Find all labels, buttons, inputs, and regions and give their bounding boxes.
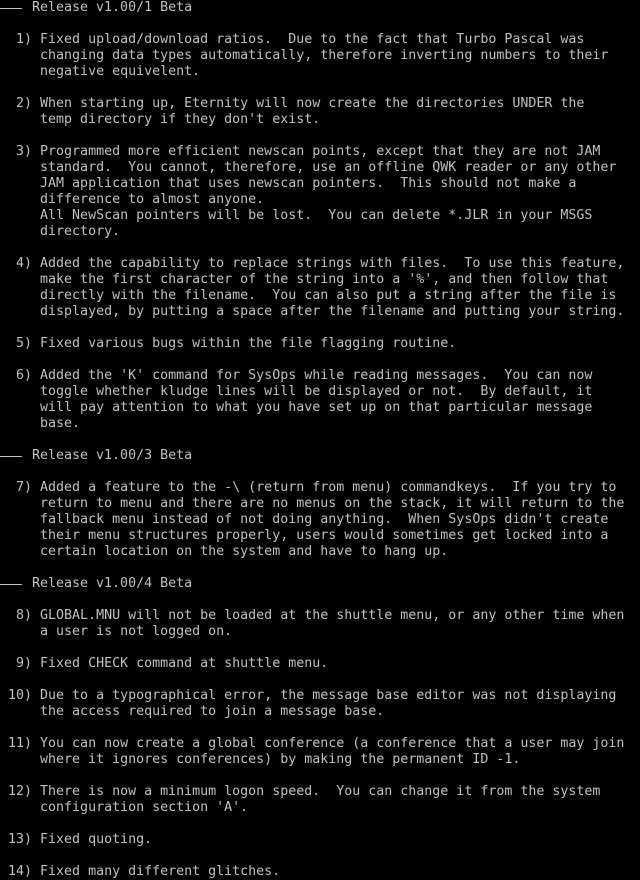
item-indent <box>0 528 40 543</box>
item-text: You can now create a global conference (a conference that a user may join <box>40 736 625 751</box>
item-text: toggle whether kludge lines will be displayed or not. By default, it <box>40 384 593 399</box>
item-indent <box>0 64 40 79</box>
changelog-item-continuation <box>0 176 576 192</box>
item-number: 12) <box>0 784 41 799</box>
changelog-item <box>0 144 600 160</box>
item-number: 13) <box>0 832 41 847</box>
item-indent <box>0 800 40 815</box>
release-header <box>0 448 640 464</box>
changelog-item-continuation <box>0 624 232 640</box>
item-text: a user is not logged on. <box>40 624 233 639</box>
changelog-item-continuation <box>0 800 248 816</box>
item-text: Programmed more efficient newscan points, except that they are not JAM <box>40 144 601 159</box>
item-indent <box>0 208 40 223</box>
item-number: 1) <box>0 32 41 47</box>
item-number: 8) <box>0 608 41 623</box>
item-number: 2) <box>0 96 41 111</box>
item-text: fallback menu instead of not doing anything. When SysOps didn't create <box>40 512 609 527</box>
changelog-item-continuation <box>0 416 80 432</box>
item-indent <box>0 272 40 287</box>
item-text: base. <box>40 416 81 431</box>
item-indent <box>0 496 40 511</box>
item-number: 10) <box>0 688 41 703</box>
changelog-item-continuation <box>0 752 520 768</box>
item-text: GLOBAL.MNU will not be loaded at the shuttle menu, or any other time when <box>40 608 625 623</box>
item-text: difference to almost anyone. <box>40 192 265 207</box>
item-number: 6) <box>0 368 41 383</box>
item-text: where it ignores conferences) by making the permanent ID -1. <box>40 752 521 767</box>
changelog-item-continuation <box>0 304 624 320</box>
changelog-item-continuation <box>0 272 608 288</box>
item-text: temp directory if they don't exist. <box>40 112 321 127</box>
item-text: Fixed many different glitches. <box>40 864 281 879</box>
changelog-item-continuation <box>0 400 592 416</box>
item-text: directory. <box>40 224 121 239</box>
release-header <box>0 576 640 592</box>
changelog-item-continuation <box>0 160 616 176</box>
item-text: certain location on the system and have to hang up. <box>40 544 449 559</box>
item-text: the access required to join a message base. <box>40 704 385 719</box>
item-text: standard. You cannot, therefore, use an offline QWK reader or any other <box>40 160 617 175</box>
changelog-item-continuation <box>0 496 624 512</box>
item-text: their menu structures properly, users would sometimes get locked into a <box>40 528 609 543</box>
item-text: All NewScan pointers will be lost. You can delete *.JLR in your MSGS <box>40 208 593 223</box>
header-rule-left <box>0 584 22 585</box>
item-text: return to menu and there are no menus on the stack, it will return to the <box>40 496 625 511</box>
item-text: Added the 'K' command for SysOps while reading messages. You can now <box>40 368 593 383</box>
item-indent <box>0 192 40 207</box>
changelog-item <box>0 688 616 704</box>
changelog-item-continuation <box>0 512 608 528</box>
release-header <box>0 0 640 16</box>
release-title: Release v1.00/3 Beta <box>32 448 193 463</box>
item-indent <box>0 304 40 319</box>
changelog-item <box>0 480 616 496</box>
item-text: will pay attention to what you have set up on that particular message <box>40 400 593 415</box>
item-text: directly with the filename. You can also put a string after the file is <box>40 288 617 303</box>
item-indent <box>0 288 40 303</box>
release-title: Release v1.00/4 Beta <box>32 576 193 591</box>
item-text: negative equivelent. <box>40 64 201 79</box>
item-number: 3) <box>0 144 41 159</box>
release-title: Release v1.00/1 Beta <box>32 0 193 15</box>
changelog-item-continuation <box>0 112 320 128</box>
item-number: 4) <box>0 256 41 271</box>
item-indent <box>0 400 40 415</box>
changelog-item <box>0 656 328 672</box>
item-text: changing data types automatically, therefore inverting numbers to their <box>40 48 609 63</box>
changelog-item <box>0 368 592 384</box>
item-text: Added a feature to the -\ (return from menu) commandkeys. If you try to <box>40 480 617 495</box>
header-rule-left <box>0 8 22 9</box>
changelog-item <box>0 608 624 624</box>
changelog-item-continuation <box>0 704 384 720</box>
item-number: 11) <box>0 736 41 751</box>
item-indent <box>0 752 40 767</box>
item-number: 7) <box>0 480 41 495</box>
item-indent <box>0 112 40 127</box>
item-indent <box>0 160 40 175</box>
changelog-item <box>0 784 600 800</box>
changelog-item-continuation <box>0 208 592 224</box>
item-indent <box>0 624 40 639</box>
header-rule-left <box>0 456 22 457</box>
item-text: JAM application that uses newscan pointers. This should not make a <box>40 176 577 191</box>
item-text: Due to a typographical error, the message base editor was not displaying <box>40 688 617 703</box>
item-indent <box>0 544 40 559</box>
changelog-item-continuation <box>0 192 264 208</box>
changelog-item <box>0 256 624 272</box>
item-text: configuration section 'A'. <box>40 800 249 815</box>
item-text: make the first character of the string into a '%', and then follow that <box>40 272 609 287</box>
changelog-item-continuation <box>0 224 120 240</box>
item-indent <box>0 704 40 719</box>
changelog-item <box>0 832 152 848</box>
item-indent <box>0 416 40 431</box>
item-indent <box>0 224 40 239</box>
item-text: Fixed CHECK command at shuttle menu. <box>40 656 329 671</box>
changelog-item-continuation <box>0 64 200 80</box>
item-indent <box>0 48 40 63</box>
item-number: 9) <box>0 656 41 671</box>
item-number: 14) <box>0 864 41 879</box>
item-number: 5) <box>0 336 41 351</box>
changelog-item-continuation <box>0 288 616 304</box>
item-text: Fixed various bugs within the file flagging routine. <box>40 336 457 351</box>
item-text: Fixed upload/download ratios. Due to the fact that Turbo Pascal was <box>40 32 585 47</box>
item-text: When starting up, Eternity will now create the directories UNDER the <box>40 96 585 111</box>
item-indent <box>0 512 40 527</box>
changelog-item-continuation <box>0 544 448 560</box>
item-text: Added the capability to replace strings with files. To use this feature, <box>40 256 625 271</box>
changelog-item <box>0 336 456 352</box>
item-text: Fixed quoting. <box>40 832 153 847</box>
changelog-item-continuation <box>0 48 608 64</box>
changelog-item-continuation <box>0 528 608 544</box>
changelog-item-continuation <box>0 384 592 400</box>
changelog-item <box>0 32 584 48</box>
changelog-item <box>0 864 280 880</box>
item-indent <box>0 176 40 191</box>
changelog-item <box>0 736 624 752</box>
item-text: There is now a minimum logon speed. You can change it from the system <box>40 784 601 799</box>
item-text: displayed, by putting a space after the filename and putting your string. <box>40 304 625 319</box>
item-indent <box>0 384 40 399</box>
changelog-item <box>0 96 584 112</box>
